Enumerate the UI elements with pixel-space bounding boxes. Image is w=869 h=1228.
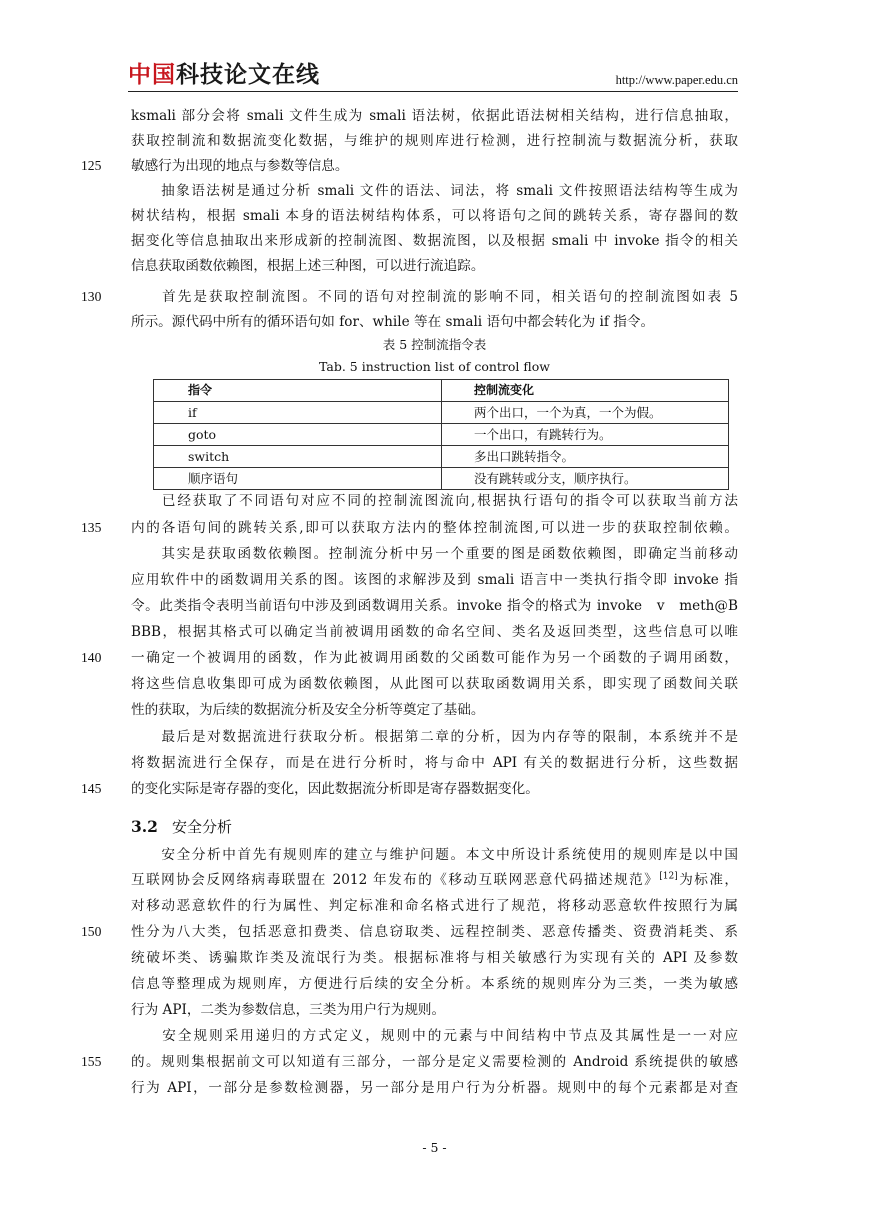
table-row xyxy=(154,446,729,468)
body-line: 性的获取，为后续的数据流分析及安全分析等奠定了基础。 xyxy=(131,702,485,718)
section-number: 3.2 xyxy=(131,817,158,836)
body-line: 其实是获取函数依赖图。控制流分析中另一个重要的图是函数依赖图，即确定当前移动 xyxy=(131,546,738,562)
body-line-citation xyxy=(131,870,738,890)
page-header xyxy=(128,60,738,90)
table-header-row xyxy=(154,380,729,402)
body-line: 统破坏类、诱骗欺诈类及流氓行为类。根据标准将与相关敏感行为实现有关的 API 及参数 xyxy=(131,950,738,966)
body-line: 首先是获取控制流图。不同的语句对控制流的影响不同，相关语句的控制流图如表 5 xyxy=(131,289,738,305)
body-line: 安全分析中首先有规则库的建立与维护问题。本文中所设计系统使用的规则库是以中国 xyxy=(131,847,738,863)
table-row xyxy=(154,402,729,424)
body-line: BBB，根据其格式可以确定当前被调用函数的命名空间、类名及返回类型，这些信息可以唯 xyxy=(131,624,738,640)
body-line: 对移动恶意软件的行为属性、判定标准和命名格式进行了规范，将移动恶意软件按照行为属 xyxy=(131,898,738,914)
body-line: 性分为八大类，包括恶意扣费类、信息窃取类、远程控制类、恶意传播类、资费消耗类、系 xyxy=(131,924,738,940)
body-line: 信息等整理成为规则库，方便进行后续的安全分析。本系统的规则库分为三类，一类为敏感 xyxy=(131,976,738,992)
body-line: 获取控制流和数据流变化数据，与维护的规则库进行检测，进行控制流与数据流分析，获取 xyxy=(131,133,738,149)
body-line: 最后是对数据流进行获取分析。根据第二章的分析，因为内存等的限制，本系统并不是 xyxy=(131,729,738,745)
body-line: 将这些信息收集即可成为函数依赖图，从此图可以获取函数调用关系，即实现了函数间关联 xyxy=(131,676,738,692)
body-line: 的。规则集根据前文可以知道有三部分，一部分是定义需要检测的 Android 系统提供的敏感 xyxy=(131,1054,738,1070)
table-cell-change: 多出口跳转指令。 xyxy=(442,446,729,468)
control-flow-table xyxy=(153,379,729,490)
line-number: 155 xyxy=(81,1054,102,1069)
table-caption-en: Tab. 5 instruction list of control flow xyxy=(319,359,550,374)
table-row xyxy=(154,424,729,446)
body-line: 据变化等信息抽取出来形成新的控制流图、数据流图，以及根据 smali 中 invoke 指令的相关 xyxy=(131,233,738,249)
table-cell-change: 没有跳转或分支，顺序执行。 xyxy=(442,468,729,490)
section-title: 安全分析 xyxy=(171,818,232,836)
page-number: - 5 - xyxy=(422,1140,447,1155)
section-heading xyxy=(131,815,232,839)
line-number: 150 xyxy=(81,924,102,939)
body-line: 敏感行为出现的地点与参数等信息。 xyxy=(131,158,349,174)
journal-logo xyxy=(128,60,320,90)
body-line: 将数据流进行全保存，而是在进行分析时，将与命中 API 有关的数据进行分析，这些数据 xyxy=(131,755,738,771)
body-line: ksmali 部分会将 smali 文件生成为 smali 语法树，依据此语法树相关结构，进行信息抽取， xyxy=(131,108,738,124)
body-line: 内的各语句间的跳转关系,即可以获取方法内的整体控制流图,可以进一步的获取控制依赖。 xyxy=(131,520,738,536)
table-cell-instruction: goto xyxy=(154,424,442,446)
table-cell-change: 一个出口，有跳转行为。 xyxy=(442,424,729,446)
body-line: 树状结构，根据 smali 本身的语法树结构体系，可以将语句之间的跳转关系，寄存器间的数 xyxy=(131,208,738,224)
body-line: 行为 API，一部分是参数检测器，另一部分是用户行为分析器。规则中的每个元素都是对查 xyxy=(131,1080,738,1096)
citation-line-after: 为标准， xyxy=(677,872,738,888)
citation-ref: [12] xyxy=(659,871,678,882)
logo-black-text: 科技论文在线 xyxy=(176,62,320,88)
body-line: 行为 API，二类为参数信息，三类为用户行为规则。 xyxy=(131,1002,446,1018)
logo-red-text: 中国 xyxy=(128,62,176,88)
body-line: 应用软件中的函数调用关系的图。该图的求解涉及到 smali 语言中一类执行指令即 invoke 指 xyxy=(131,572,738,588)
table-cell-change: 两个出口，一个为真，一个为假。 xyxy=(442,402,729,424)
header-rule xyxy=(128,91,738,92)
body-line: 的变化实际是寄存器的变化，因此数据流分析即是寄存器数据变化。 xyxy=(131,781,539,797)
line-number: 130 xyxy=(81,289,102,304)
table-cell-instruction: 顺序语句 xyxy=(154,468,442,490)
citation-line-before: 互联网协会反网络病毒联盟在 2012 年发布的《移动互联网恶意代码描述规范》 xyxy=(131,872,660,888)
table-caption-cn: 表 5 控制流指令表 xyxy=(382,337,487,352)
body-line: 令。此类指令表明当前语句中涉及到函数调用关系。invoke 指令的格式为 invoke v meth@B xyxy=(131,598,738,614)
table-cell-instruction: switch xyxy=(154,446,442,468)
body-line: 所示。源代码中所有的循环语句如 for、while 等在 smali 语句中都会转化为 if 指令。 xyxy=(131,314,655,330)
table-cell-instruction: if xyxy=(154,402,442,424)
body-line: 一确定一个被调用的函数，作为此被调用函数的父函数可能作为另一个函数的子调用函数， xyxy=(131,650,738,666)
table-header-change: 控制流变化 xyxy=(442,380,729,402)
line-number: 145 xyxy=(81,781,102,796)
table-header-instruction: 指令 xyxy=(154,380,442,402)
line-number: 140 xyxy=(81,650,102,665)
body-line: 信息获取函数依赖图，根据上述三种图，可以进行流追踪。 xyxy=(131,258,485,274)
body-line: 安全规则采用递归的方式定义，规则中的元素与中间结构中节点及其属性是一一对应 xyxy=(131,1028,738,1044)
body-line: 抽象语法树是通过分析 smali 文件的语法、词法，将 smali 文件按照语法结构等生成为 xyxy=(131,183,738,199)
header-url: http://www.paper.edu.cn xyxy=(615,73,738,87)
table-row xyxy=(154,468,729,490)
body-line: 已经获取了不同语句对应不同的控制流图流向,根据执行语句的指令可以获取当前方法 xyxy=(131,493,738,509)
line-number: 125 xyxy=(81,158,102,173)
line-number: 135 xyxy=(81,520,102,535)
